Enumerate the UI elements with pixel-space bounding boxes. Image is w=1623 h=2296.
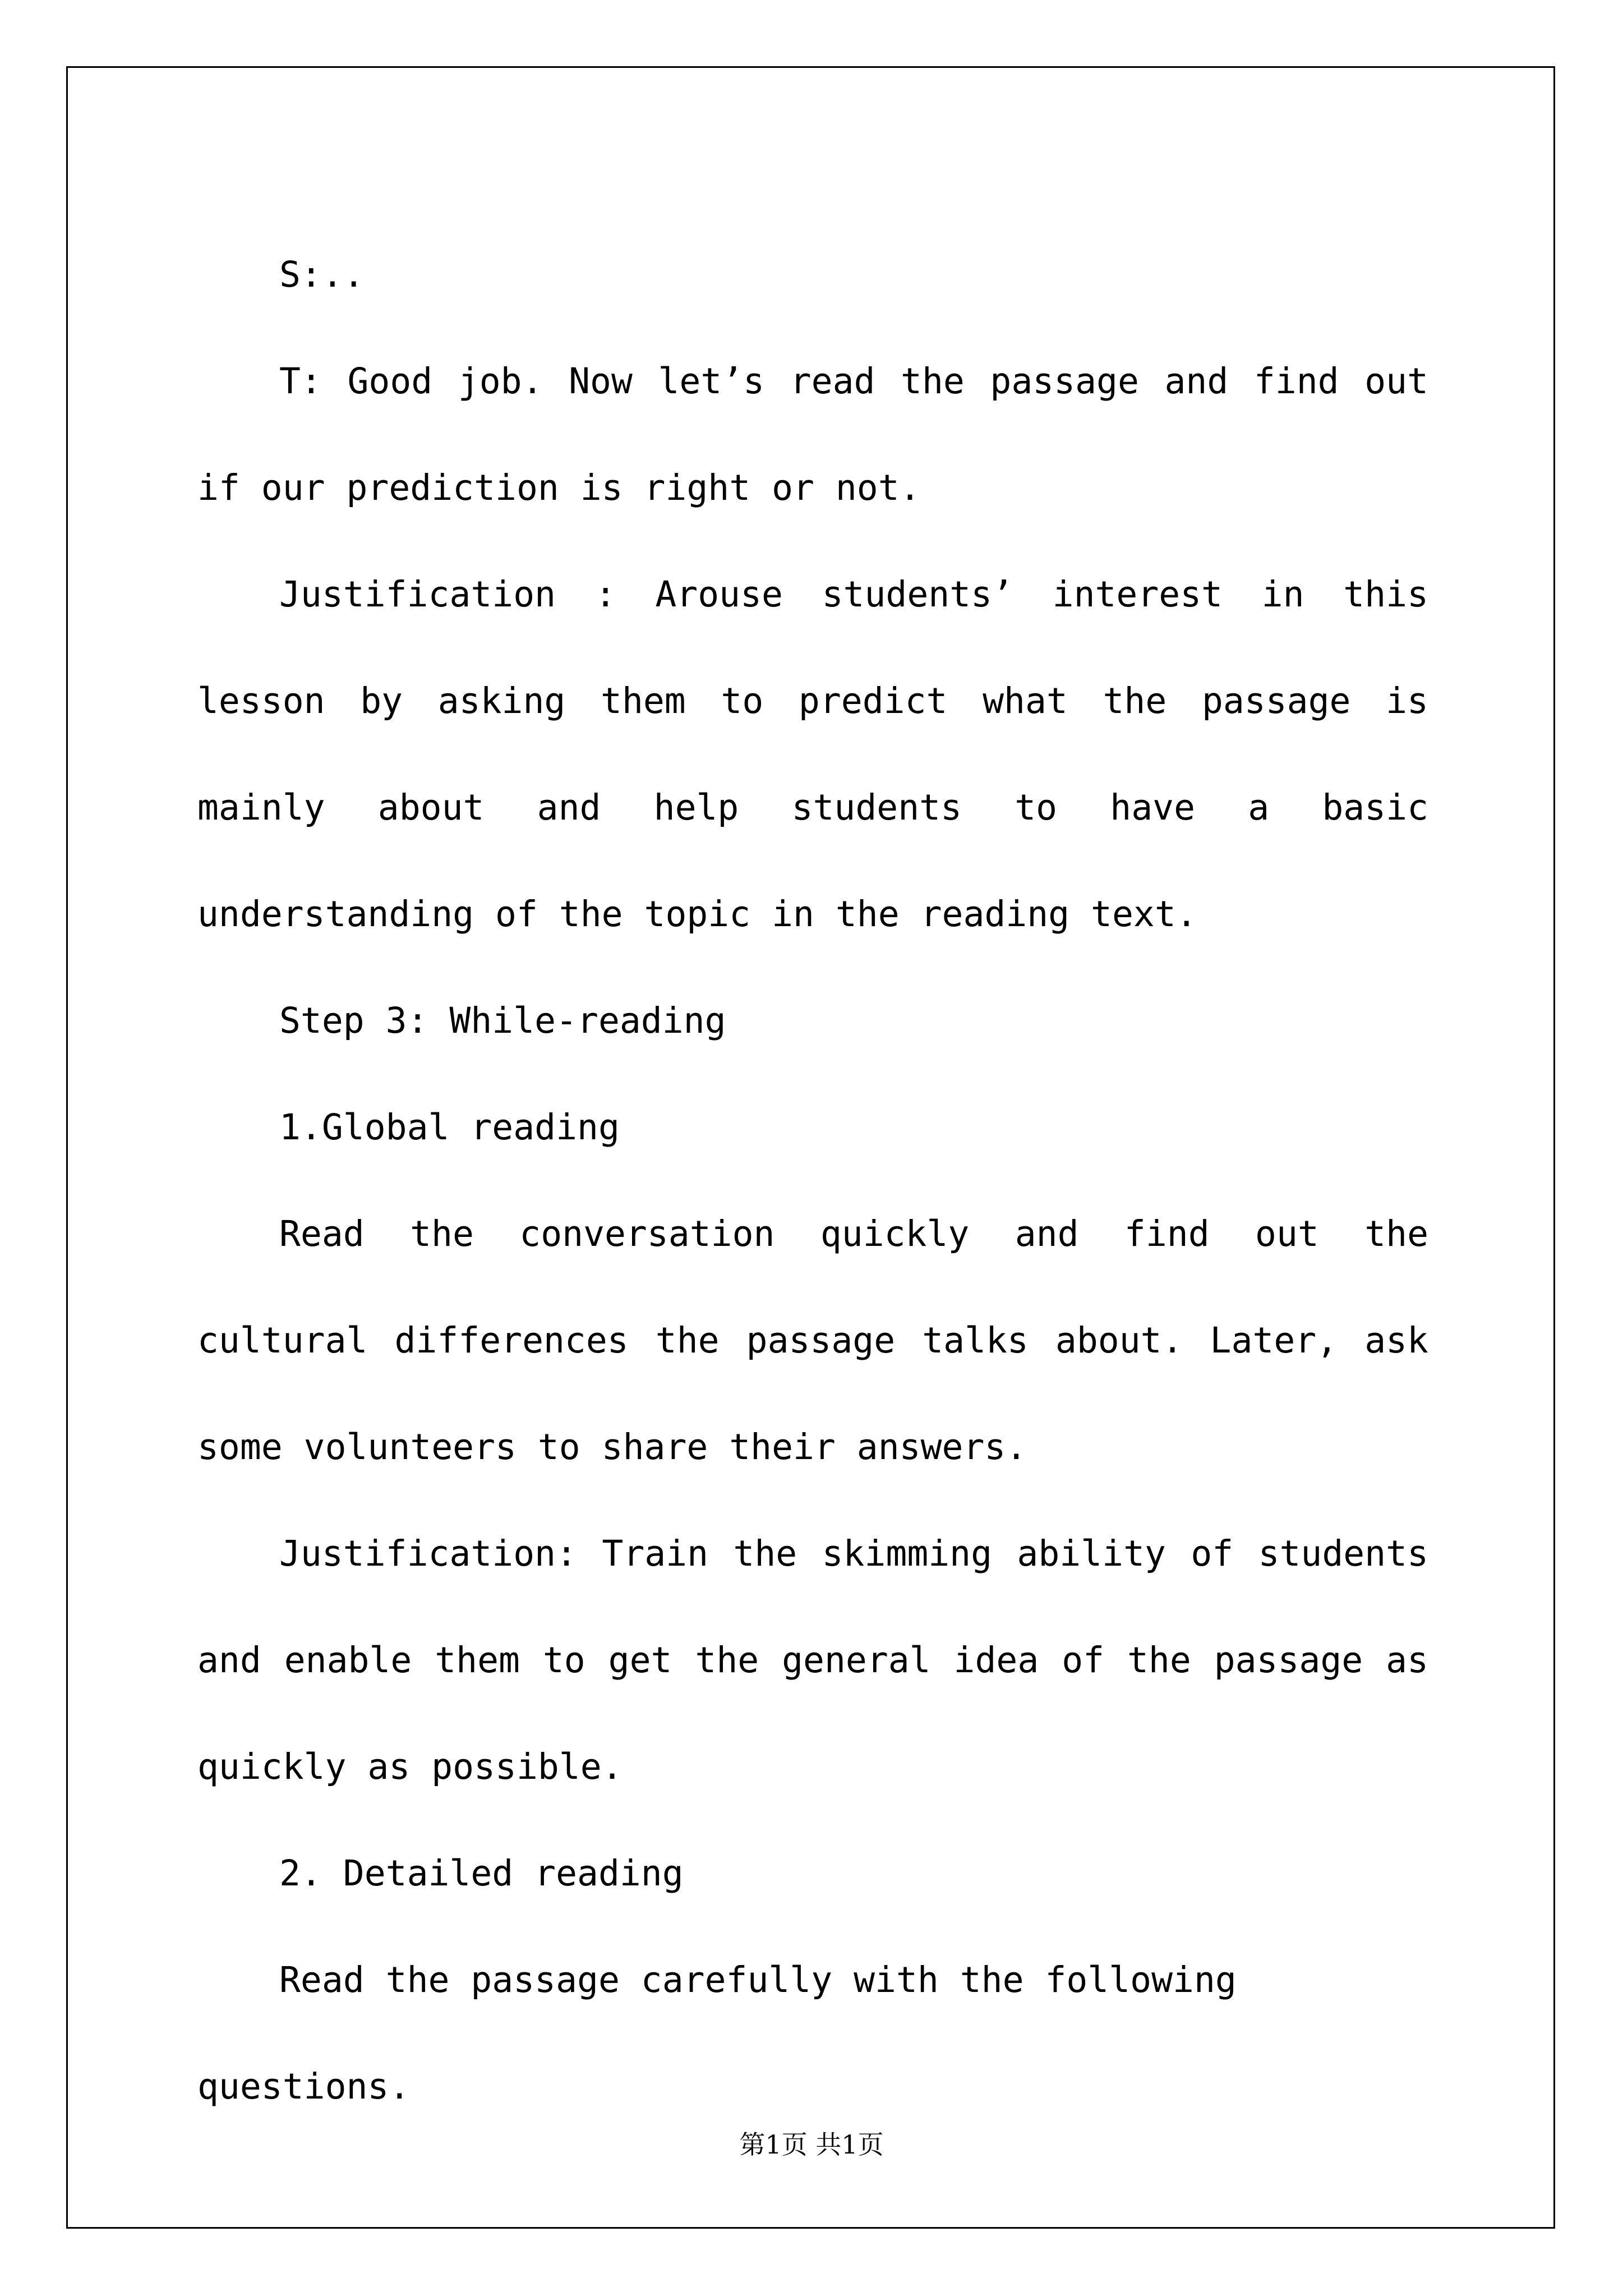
page-footer: 第1页 共1页 — [739, 2129, 884, 2160]
step-heading: Step 3: While-reading — [279, 1000, 726, 1041]
paragraph-global-reading-task: Read the conversation quickly and find out the cultural differences the passage talks about. Later, ask some volunteers to share their answers. — [197, 1213, 1428, 1467]
paragraph-student-response: S:.. — [279, 254, 365, 295]
subheading-global-reading: 1.Global reading — [279, 1107, 620, 1148]
subheading-detailed-reading: 2. Detailed reading — [279, 1853, 684, 1894]
paragraph-detailed-reading-task: Read the passage carefully with the following questions. — [197, 1959, 1237, 2107]
paragraph-teacher-instruction: T: Good job. Now let’s read the passage and find out if our prediction is right or not. — [197, 361, 1428, 508]
paragraph-justification-prediction: Justification : Arouse students’ interest in this lesson by asking them to predict what the passage is mainly about and help students to have a basic understanding of the topic in the reading text. — [197, 574, 1428, 935]
document-body — [197, 222, 1428, 2140]
paragraph-justification-skimming: Justification: Train the skimming ability of students and enable them to get the general idea of the passage as quickly as possible. — [197, 1533, 1428, 1787]
